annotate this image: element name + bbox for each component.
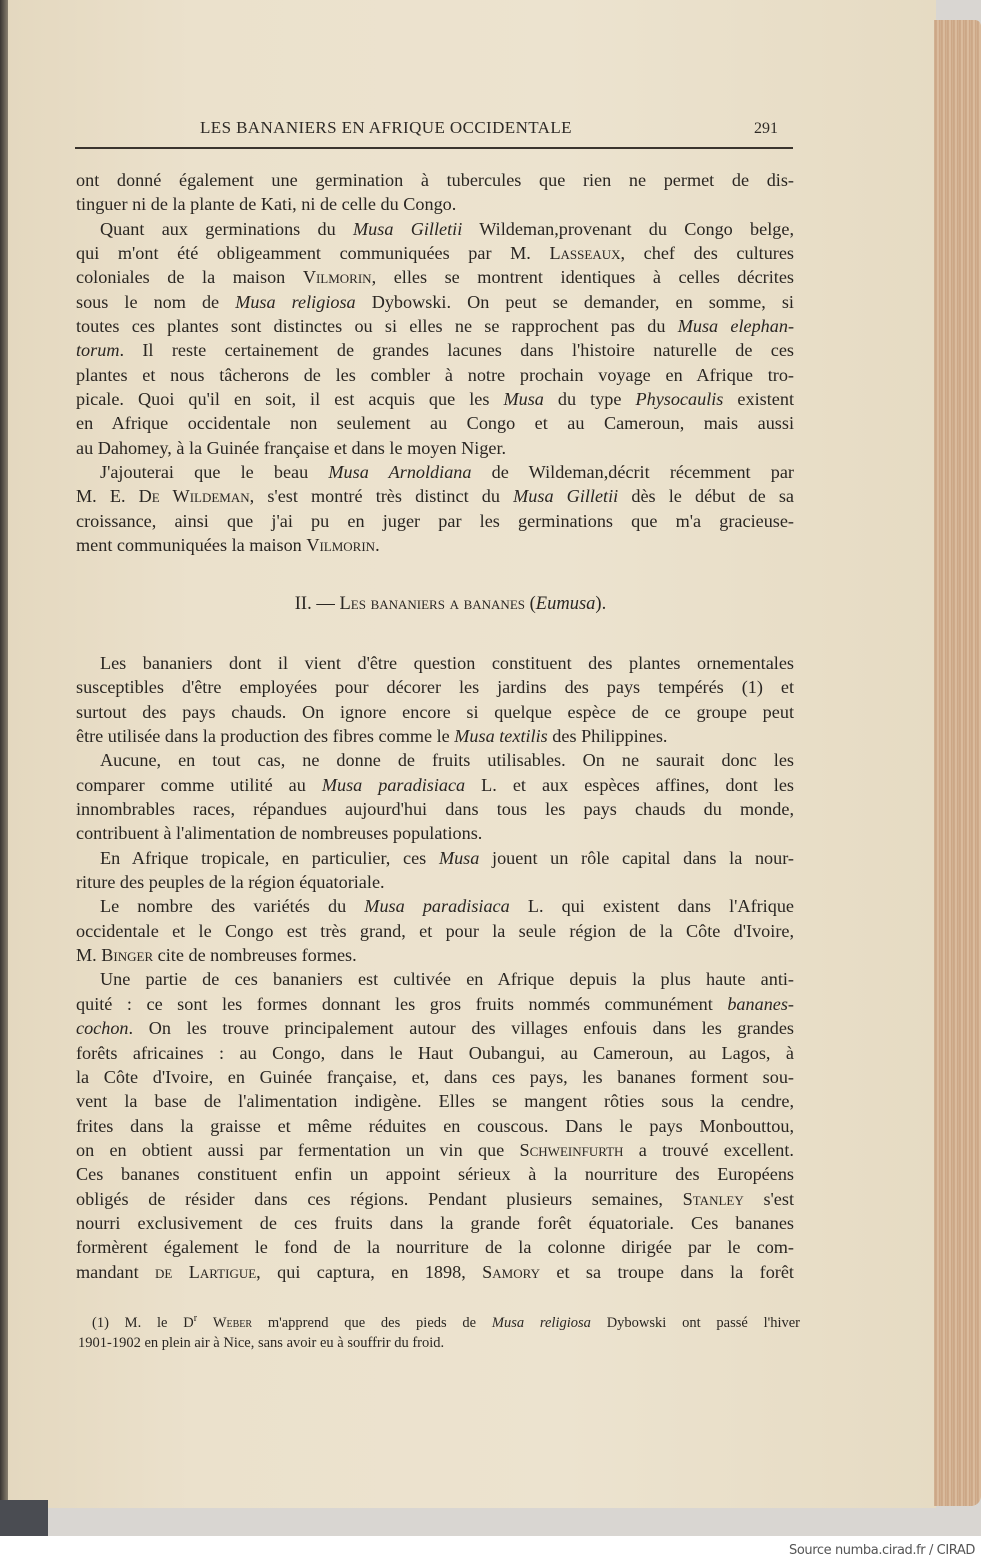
text-run: L. qui existent dans l'Afrique xyxy=(509,896,794,917)
text-run: qui m'ont été obligeamment communiquées par M. xyxy=(76,243,550,264)
text-run: sous le nom de xyxy=(76,291,236,312)
text-run: toutes ces plantes sont distinctes ou si elles ne se rapprochent pas du xyxy=(76,316,678,337)
italic-run: Musa textilis xyxy=(454,726,548,747)
text-line xyxy=(76,1187,794,1211)
text-run: a trouvé excellent. xyxy=(623,1139,794,1160)
text-run: plantes et nous tâcherons de les combler à notre prochain voyage en Afrique tro- xyxy=(76,364,794,385)
smallcaps-name: Lasseaux xyxy=(549,243,621,264)
italic-run: Musa religiosa xyxy=(235,291,356,312)
text-line xyxy=(76,967,794,991)
italic-run: Musa xyxy=(438,847,480,868)
section-heading xyxy=(0,594,981,615)
italic-run: Musa Gilletii xyxy=(353,218,463,239)
text-run: . Il reste certainement de grandes lacunes dans l'histoire naturelle de ces xyxy=(119,340,794,361)
text-line xyxy=(76,1235,794,1259)
text-line xyxy=(76,509,794,533)
text-run: la Côte d'Ivoire, en Guinée française, et, dans ces pays, les bananes forment sou- xyxy=(76,1066,794,1087)
text-line xyxy=(78,1308,800,1332)
text-run: Les bananiers dont il vient d'être question constituent des plantes ornementales xyxy=(100,653,794,673)
text-run: Quant aux germinations du xyxy=(100,218,354,239)
text-run: Une partie de ces bananiers est cultivée en Afrique depuis la plus haute anti- xyxy=(100,969,794,990)
text-run: être utilisée dans la production des fibres comme le xyxy=(76,726,455,747)
smallcaps-name: Vilmorin xyxy=(302,267,372,288)
smallcaps-name: Weber xyxy=(212,1314,253,1331)
italic-run: Musa religiosa xyxy=(491,1314,591,1331)
text-run: occidentale et le Congo est très grand, et pour la seule région de la Côte d'Ivoire, xyxy=(76,920,794,941)
text-run: , s'est montré très distinct du xyxy=(249,486,514,507)
smallcaps-name: Schweinfurth xyxy=(519,1139,624,1160)
page-number: 291 xyxy=(754,120,778,137)
italic-run: bananes- xyxy=(727,993,794,1014)
text-run: et sa troupe dans la forêt xyxy=(539,1261,794,1282)
text-line xyxy=(76,241,794,265)
smallcaps-name: Vilmorin xyxy=(306,535,376,556)
text-line xyxy=(76,870,794,894)
italic-run: Musa paradisiaca xyxy=(364,896,510,917)
text-run: ( xyxy=(525,594,536,614)
text-run: Ces bananes constituent enfin un appoint sérieux à la nourriture des Européens xyxy=(76,1164,794,1185)
text-run: comparer comme utilité au xyxy=(76,774,322,795)
text-run: ). xyxy=(595,594,607,614)
text-line xyxy=(76,484,794,508)
text-run: vent la base de l'alimentation indigène. Elles se mangent rôties sous la cendre, xyxy=(76,1091,794,1112)
text-run: J'ajouterai que le beau xyxy=(100,462,329,483)
text-line xyxy=(76,1041,794,1065)
text-run: L. et aux espèces affines, dont les xyxy=(465,774,795,795)
text-line xyxy=(76,217,794,241)
text-run: Wildeman,provenant du Congo belge, xyxy=(462,218,794,239)
text-run: frites dans la graisse et même réduites en couscous. Dans le pays Monbouttou, xyxy=(76,1115,794,1136)
italic-run: Physocaulis xyxy=(635,389,724,410)
text-line xyxy=(76,651,794,675)
text-run: nourri exclusivement de ces fruits dans la grande forêt équatoriale. Ces bananes xyxy=(76,1212,794,1233)
text-run: surtout des pays chauds. On ignore encore si quelque espèce de ce groupe peut xyxy=(76,701,794,722)
text-run: En Afrique tropicale, en particulier, ces xyxy=(100,847,439,868)
text-line xyxy=(76,436,794,460)
text-run: obligés de résider dans ces régions. Pendant plusieurs semaines, xyxy=(76,1188,683,1209)
text-run: s'est xyxy=(743,1188,794,1209)
text-run: tinguer ni de la plante de Kati, ni de celle du Congo. xyxy=(76,194,457,215)
section1-body xyxy=(76,168,794,558)
text-run: riture des peuples de la région équatoriale. xyxy=(76,872,385,893)
text-line xyxy=(76,700,794,724)
text-run: ont donné également une germination à tubercules que rien ne permet de dis- xyxy=(76,170,794,190)
text-run: 1901-1902 en plein air à Nice, sans avoir eu à souffrir du froid. xyxy=(78,1335,445,1352)
text-line xyxy=(76,460,794,484)
text-run: II. — xyxy=(294,594,340,614)
text-run: on en obtient aussi par fermentation un vin que xyxy=(76,1139,520,1160)
smallcaps-name: Binger xyxy=(101,945,154,966)
superscript: r xyxy=(193,1313,198,1324)
text-run: cite de nombreuses formes. xyxy=(153,945,357,966)
italic-run: Eumusa xyxy=(535,594,596,614)
text-run: , qui captura, en 1898, xyxy=(256,1261,483,1282)
text-run: Dybowski ont passé l'hiver xyxy=(590,1314,801,1331)
text-line xyxy=(76,797,794,821)
text-line xyxy=(76,1065,794,1089)
binding-edge xyxy=(0,0,8,1536)
text-run: des Philippines. xyxy=(547,726,668,747)
smallcaps-name: de Lartigue xyxy=(155,1261,257,1282)
text-line xyxy=(76,192,794,216)
text-line xyxy=(76,846,794,870)
text-run: picale. Quoi qu'il en soit, il est acquis que les xyxy=(76,389,504,410)
text-run: Dybowski. On peut se demander, en somme, si xyxy=(355,291,794,312)
text-line xyxy=(76,1162,794,1186)
text-run: mandant xyxy=(76,1261,156,1282)
text-line xyxy=(78,1332,800,1356)
text-line xyxy=(76,724,794,748)
text-line xyxy=(76,387,794,411)
text-line xyxy=(76,919,794,943)
italic-run: Musa xyxy=(503,389,544,410)
text-run: innombrables races, répandues aujourd'hui dans tous les pays chauds du monde, xyxy=(76,799,794,820)
text-line xyxy=(76,748,794,772)
smallcaps-name: De Wildeman xyxy=(138,486,250,507)
text-run: . xyxy=(375,535,380,556)
source-credit: Source numba.cirad.fr / CIRAD xyxy=(788,1543,975,1558)
italic-run: cochon xyxy=(76,1018,129,1039)
text-line xyxy=(76,894,794,918)
text-run: existent xyxy=(723,389,794,410)
text-line xyxy=(76,338,794,362)
text-line xyxy=(76,675,794,699)
text-line xyxy=(76,992,794,1016)
text-run: dès le début de sa xyxy=(618,486,795,507)
italic-run: torum xyxy=(76,340,120,361)
text-line xyxy=(76,411,794,435)
smallcaps-name: Les bananiers a bananes xyxy=(339,594,525,614)
text-run: (1) M. le D xyxy=(92,1314,194,1331)
text-run: , elles se montrent identiques à celles décrites xyxy=(371,267,794,288)
text-run: du type xyxy=(543,389,636,410)
text-run: m'apprend que des pieds de xyxy=(252,1314,492,1331)
text-run: Le nombre des variétés du xyxy=(100,896,365,917)
text-line xyxy=(76,943,794,967)
text-line xyxy=(76,773,794,797)
text-run: croissance, ainsi que j'ai pu en juger par les germinations que m'a gracieuse- xyxy=(76,510,794,531)
text-run: en Afrique occidentale non seulement au Congo et au Cameroun, mais aussi xyxy=(76,413,794,434)
text-line xyxy=(76,1211,794,1235)
text-run: coloniales de la maison xyxy=(76,267,303,288)
text-line xyxy=(76,1138,794,1162)
text-line xyxy=(76,533,794,557)
text-run: M. xyxy=(76,945,102,966)
text-run: quité : ce sont les formes donnant les gros fruits nommés communément xyxy=(76,993,728,1014)
text-run: . On les trouve principalement autour des villages enfouis dans les grandes xyxy=(128,1018,794,1039)
smallcaps-name: Stanley xyxy=(682,1188,744,1209)
text-run: formèrent également le fond de la nourriture de la colonne dirigée par le com- xyxy=(76,1237,794,1258)
text-run: Aucune, en tout cas, ne donne de fruits utilisables. On ne saurait donc les xyxy=(100,750,794,771)
text-run: au Dahomey, à la Guinée française et dans le moyen Niger. xyxy=(76,437,507,458)
text-run: jouent un rôle capital dans la nour- xyxy=(479,847,794,868)
text-line xyxy=(76,363,794,387)
text-run xyxy=(197,1315,213,1331)
text-run: M. E. xyxy=(76,486,139,507)
text-run: , chef des cultures xyxy=(620,243,794,264)
section-heading-text xyxy=(295,594,606,614)
italic-run: Musa elephan- xyxy=(677,316,794,337)
text-run: forêts africaines : au Congo, dans le Haut Oubangui, au Cameroun, au Lagos, à xyxy=(76,1042,794,1063)
italic-run: Musa Arnoldiana xyxy=(328,462,472,483)
footnotes xyxy=(78,1308,800,1357)
italic-run: Musa Gilletii xyxy=(513,486,619,507)
text-line xyxy=(76,1114,794,1138)
text-line xyxy=(76,168,794,192)
text-line xyxy=(76,314,794,338)
scanner-corner xyxy=(0,1500,48,1536)
header-rule xyxy=(75,147,793,149)
italic-run: Musa paradisiaca xyxy=(321,774,466,795)
smallcaps-name: Samory xyxy=(482,1261,540,1282)
text-run: de Wildeman,décrit récemment par xyxy=(471,462,794,483)
text-line xyxy=(76,1260,794,1284)
text-run: susceptibles d'être employées pour décorer les jardins des pays tempérés (1) et xyxy=(76,677,794,698)
text-line xyxy=(76,265,794,289)
text-run: contribuent à l'alimentation de nombreuses populations. xyxy=(76,823,483,844)
section2-body xyxy=(76,651,794,1284)
page-stack-edges xyxy=(934,20,981,1506)
text-line xyxy=(76,290,794,314)
text-line xyxy=(76,1089,794,1113)
text-run: ment communiquées la maison xyxy=(76,535,307,556)
text-line xyxy=(76,1016,794,1040)
running-header: LES BANANIERS EN AFRIQUE OCCIDENTALE xyxy=(200,118,572,137)
text-line xyxy=(76,821,794,845)
